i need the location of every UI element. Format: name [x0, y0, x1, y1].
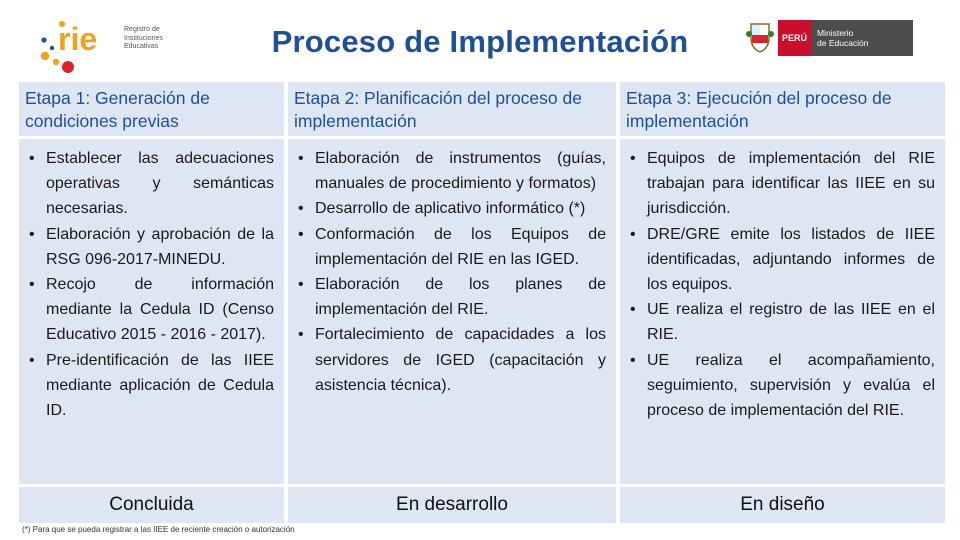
stage-1-item: • Elaboración y aprobación de la RSG 096-2017-MINEDU. [27, 222, 274, 272]
ministry-label: Ministerio de Educación [811, 20, 913, 56]
ministry-banner [778, 20, 913, 56]
stage-3-item: • UE realiza el registro de las IIEE en el RIE. [628, 297, 935, 347]
stage-1-status: Concluida [19, 487, 284, 523]
page-title: Proceso de Implementación [271, 24, 689, 59]
stages-header-row [19, 82, 945, 136]
stages-status-row [19, 487, 945, 523]
rie-logo-word: rie [58, 21, 98, 57]
stage-3-item: • Equipos de implementación del RIE trabajan para identificar las IIEE en su jurisdicción. [628, 146, 935, 222]
stage-2-status: En desarrollo [288, 487, 616, 523]
stage-3-item: • UE realiza el acompañamiento, seguimiento, supervisión y evalúa el proceso de implementación del RIE. [628, 348, 935, 424]
peru-label: PERÚ [778, 20, 811, 56]
rie-logo-subtitle: Registro de Instituciones Educativas [124, 26, 163, 50]
minedu-logo [745, 20, 915, 56]
stage-2-item: • Fortalecimiento de capacidades a los servidores de IGED (capacitación y asistencia técnica). [296, 322, 606, 398]
stage-1-activities [19, 139, 284, 484]
stage-2-item: • Elaboración de los planes de implementación del RIE. [296, 272, 606, 322]
stage-2-item: • Elaboración de instrumentos (guías, manuales de procedimiento y formatos) [296, 146, 606, 196]
stage-1-item: • Pre-identificación de las IIEE mediante aplicación de Cedula ID. [27, 348, 274, 424]
stage-3-status: En diseño [620, 487, 945, 523]
stage-3-heading: Etapa 3: Ejecución del proceso de implementación [620, 82, 945, 136]
peru-coat-of-arms-icon [745, 20, 775, 56]
stage-1-item: • Recojo de información mediante la Cedula ID (Censo Educativo 2015 - 2016 - 2017). [27, 272, 274, 348]
stage-2-item: • Desarrollo de aplicativo informático (*) [296, 196, 606, 221]
stage-2-activities [288, 139, 616, 484]
stage-2-heading: Etapa 2: Planificación del proceso de implementación [288, 82, 616, 136]
stage-1-heading: Etapa 1: Generación de condiciones previas [19, 82, 284, 136]
stage-2-item: • Conformación de los Equipos de implementación del RIE en las IGED. [296, 222, 606, 272]
stages-body-row [19, 139, 945, 484]
stage-1-item: • Establecer las adecuaciones operativas y semánticas necesarias. [27, 146, 274, 222]
stages-table [19, 82, 945, 523]
stage-3-activities [620, 139, 945, 484]
footnote: (*) Para que se pueda registrar a las IIEE de reciente creación o autorización [22, 525, 295, 534]
stage-3-item: • DRE/GRE emite los listados de IIEE identificadas, adjuntando informes de los equipos. [628, 222, 935, 298]
